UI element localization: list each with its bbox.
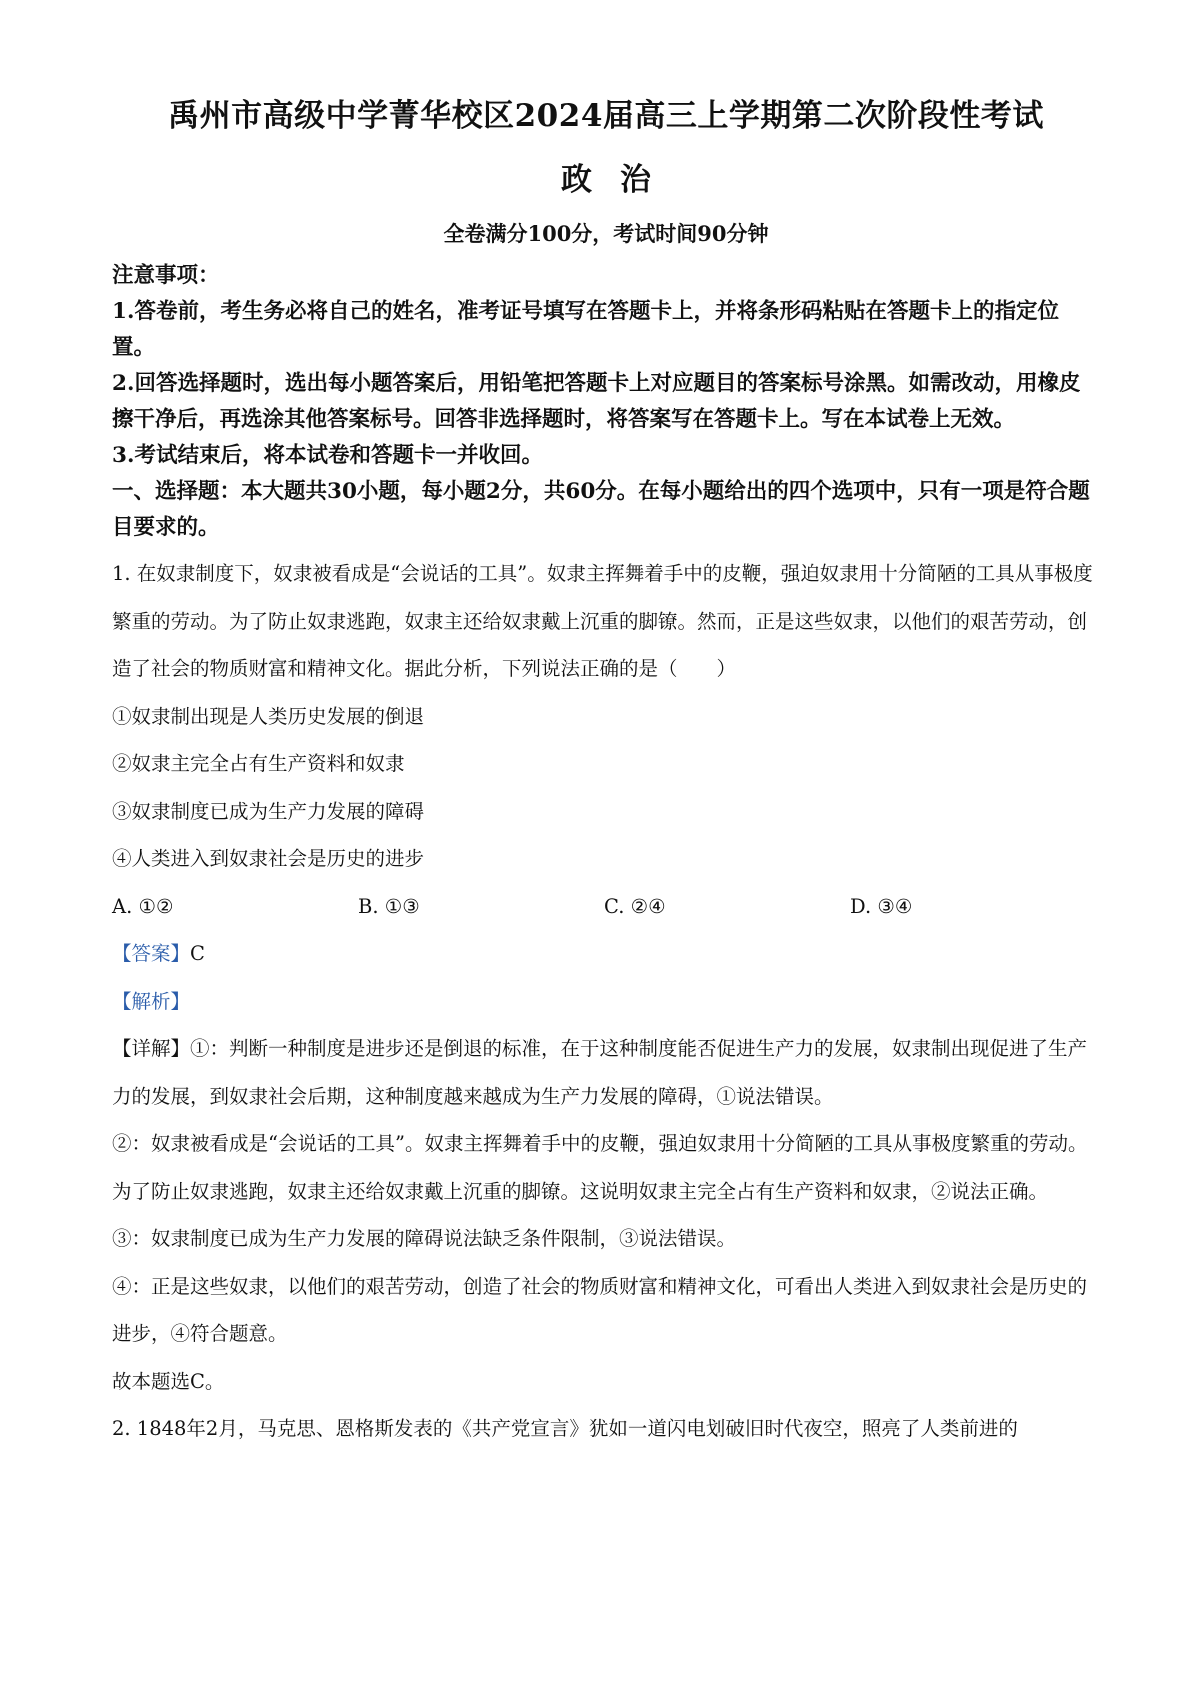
option-a: A. ①② <box>112 894 174 918</box>
question-1-statement-4: ④人类进入到奴隶社会是历史的进步 <box>112 847 425 870</box>
analysis-line <box>112 978 1100 1026</box>
option-c: C. ②④ <box>604 894 666 918</box>
question-2-stem: 2. 1848年2月，马克思、恩格斯发表的《共产党宣言》犹如一道闪电划破旧时代夜空，照亮了人类前进的 <box>112 1417 1018 1440</box>
notice-item-1: 1.答卷前，考生务必将自己的姓名，准考证号填写在答题卡上，并将条形码粘贴在答题卡上的指定位置。 <box>112 299 1059 360</box>
notice-item-3: 3.考试结束后，将本试卷和答题卡一并收回。 <box>112 443 543 468</box>
detail-paragraph-4: ④：正是这些奴隶，以他们的艰苦劳动，创造了社会的物质财富和精神文化，可看出人类进入到奴隶社会是历史的进步，④符合题意。 <box>112 1274 1088 1345</box>
notice-heading: 注意事项： <box>112 263 220 288</box>
detail-paragraph-1: 【详解】①：判断一种制度是进步还是倒退的标准，在于这种制度能否促进生产力的发展，奴隶制出现促进了生产力的发展，到奴隶社会后期，这种制度越来越成为生产力发展的障碍，①说法错误。 <box>112 1037 1088 1108</box>
answer-line <box>112 930 1100 978</box>
question-1-statement-3: ③奴隶制度已成为生产力发展的障碍 <box>112 799 425 823</box>
notice-section <box>112 258 1100 546</box>
analysis-label: 【解析】 <box>112 989 191 1013</box>
detail-conclusion: 故本题选C。 <box>112 1369 225 1393</box>
answer-label: 【答案】 <box>112 942 191 965</box>
option-d: D. ③④ <box>850 894 913 918</box>
question-1 <box>112 550 1100 1453</box>
notice-item-2: 2.回答选择题时，选出每小题答案后，用铅笔把答题卡上对应题目的答案标号涂黑。如需改动，用橡皮擦干净后，再选涂其他答案标号。回答非选择题时，将答案写在答题卡上。写在本试卷上无效。 <box>112 371 1081 432</box>
question-1-options <box>112 883 1100 931</box>
subject-title: 政治 <box>561 162 679 198</box>
question-1-statement-2: ②奴隶主完全占有生产资料和奴隶 <box>112 752 405 775</box>
question-1-statement-1: ①奴隶制出现是人类历史发展的倒退 <box>112 704 425 728</box>
answer-value: C <box>190 942 205 965</box>
score-time-line: 全卷满分100分，考试时间90分钟 <box>443 221 769 246</box>
option-b: B. ①③ <box>358 894 420 918</box>
question-1-stem: 1. 在奴隶制度下，奴隶被看成是“会说话的工具”。奴隶主挥舞着手中的皮鞭，强迫奴隶用十分简陋的工具从事极度繁重的劳动。为了防止奴隶逃跑，奴隶主还给奴隶戴上沉重的脚镣。然而，正是这些奴隶，以他们的艰苦劳动，创造了社会的物质财富和精神文化。据此分析，下列说法正确的是（ ） <box>112 562 1093 680</box>
exam-title: 禹州市高级中学菁华校区2024届高三上学期第二次阶段性考试 <box>168 98 1044 134</box>
detail-paragraph-2: ②：奴隶被看成是“会说话的工具”。奴隶主挥舞着手中的皮鞭，强迫奴隶用十分简陋的工具从事极度繁重的劳动。为了防止奴隶逃跑，奴隶主还给奴隶戴上沉重的脚镣。这说明奴隶主完全占有生产资料和奴隶，②说法正确。 <box>112 1132 1088 1203</box>
detail-paragraph-3: ③：奴隶制度已成为生产力发展的障碍说法缺乏条件限制，③说法错误。 <box>112 1227 737 1250</box>
section-1-heading: 一、选择题：本大题共30小题，每小题2分，共60分。在每小题给出的四个选项中，只有一项是符合题目要求的。 <box>112 479 1090 540</box>
